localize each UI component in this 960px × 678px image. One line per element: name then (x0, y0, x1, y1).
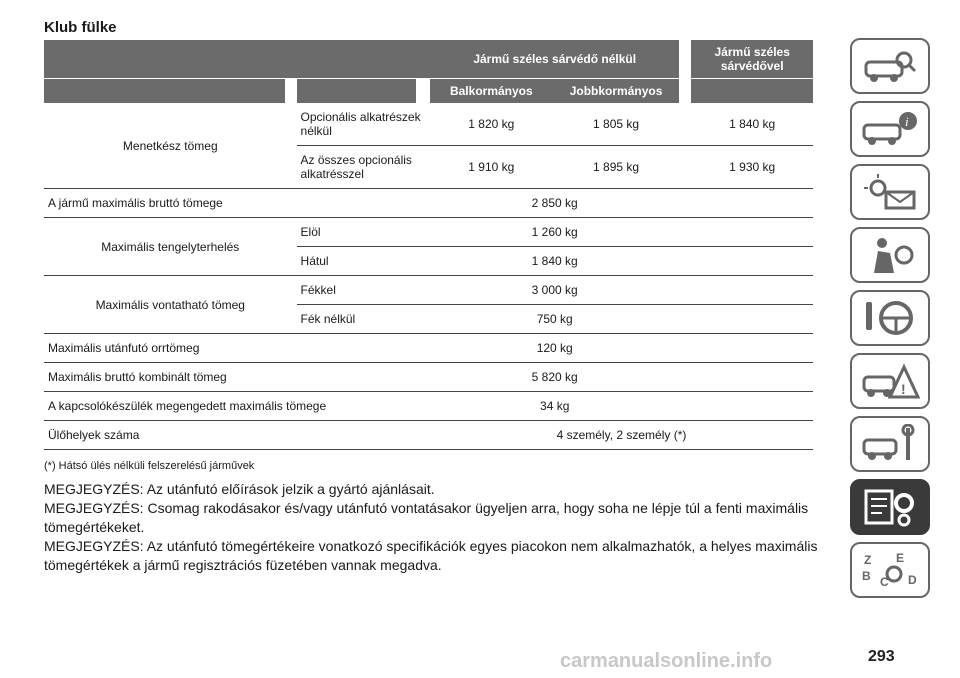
cell-value: 34 kg (430, 392, 679, 421)
cell-value: 1 910 kg (430, 146, 553, 189)
table-row (44, 218, 813, 247)
header-lhd: Balkormányos (430, 79, 553, 104)
table-row (44, 363, 813, 392)
page-title: Klub fülke (44, 19, 117, 36)
row-label: A jármű maximális bruttó tömege (44, 189, 430, 218)
airbag-icon (860, 235, 920, 275)
cell-value: 1 840 kg (430, 247, 679, 276)
note-1: MEGJEGYZÉS: Az utánfutó előírások jelzik a gyártó ajánlásait. (44, 481, 435, 497)
cell-value: 750 kg (430, 305, 679, 334)
car-info-icon (860, 109, 920, 149)
car-tools-icon (860, 424, 920, 464)
notes (44, 480, 824, 575)
header-row-1 (44, 40, 813, 79)
svg-text:B: B (862, 569, 871, 583)
cell-value: 2 850 kg (430, 189, 679, 218)
table-row (44, 392, 813, 421)
table-row (44, 189, 813, 218)
svg-text:D: D (908, 573, 917, 587)
tab-car-info[interactable] (850, 101, 930, 157)
row-label: Ülőhelyek száma (44, 421, 430, 450)
row-label: Menetkész tömeg (44, 103, 297, 189)
header-no-fender: Jármű széles sárvédő nélkül (430, 40, 679, 79)
alphabet-search-icon (860, 550, 920, 590)
header-rhd: Jobbkormányos (553, 79, 680, 104)
cell-value: 1 895 kg (553, 146, 680, 189)
row-sub-label: Az összes opcionális alkatrésszel (297, 146, 430, 189)
tab-steering[interactable] (850, 290, 930, 346)
cell-value: 4 személy, 2 személy (*) (430, 421, 813, 450)
cell-value: 120 kg (430, 334, 679, 363)
page-number: 293 (868, 648, 895, 665)
tab-car-tools[interactable] (850, 416, 930, 472)
row-label: Maximális tengelyterhelés (44, 218, 297, 276)
footnote: (*) Hátsó ülés nélküli felszerelésű járművek (44, 460, 255, 472)
chapter-sidebar (850, 38, 940, 605)
svg-text:E: E (896, 551, 905, 565)
tab-airbag[interactable] (850, 227, 930, 283)
row-sub-label: Elöl (297, 218, 430, 247)
table-row (44, 276, 813, 305)
tab-technical-data[interactable] (850, 479, 930, 535)
document-gear-icon (860, 487, 920, 527)
cell-value: 3 000 kg (430, 276, 679, 305)
tab-alphabetical-index[interactable] (850, 542, 930, 598)
table-row (44, 421, 813, 450)
svg-text:C: C (880, 575, 889, 589)
row-label: A kapcsolókészülék megengedett maximális tömege (44, 392, 430, 421)
tab-warning-lights[interactable] (850, 164, 930, 220)
row-label: Maximális bruttó kombinált tömeg (44, 363, 430, 392)
cell-value: 1 840 kg (691, 103, 813, 146)
svg-text:!: ! (901, 381, 906, 397)
steering-wheel-icon (860, 298, 920, 338)
car-warning-icon (860, 361, 920, 401)
cell-value: 5 820 kg (430, 363, 679, 392)
cell-value: 1 930 kg (691, 146, 813, 189)
cell-value: 1 260 kg (430, 218, 679, 247)
svg-text:i: i (905, 114, 909, 129)
warning-lights-icon (860, 172, 920, 212)
spec-table (44, 40, 813, 450)
car-search-icon (860, 46, 920, 86)
row-sub-label: Opcionális alkatrészek nélkül (297, 103, 430, 146)
table-row (44, 103, 813, 146)
row-label: Maximális utánfutó orrtömeg (44, 334, 430, 363)
row-sub-label: Hátul (297, 247, 430, 276)
row-sub-label: Fék nélkül (297, 305, 430, 334)
header-with-fender: Jármű széles sárvédővel (691, 40, 813, 79)
cell-value: 1 820 kg (430, 103, 553, 146)
note-3: MEGJEGYZÉS: Az utánfutó tömegértékeire vonatkozó specifikációk egyes piacokon nem alkalmazhatók, a helyes maximális tömegértékek a jármű regisztrációs füzetében vannak megadva. (44, 538, 818, 573)
header-row-2 (44, 79, 813, 104)
tab-car-warning[interactable] (850, 353, 930, 409)
table-row (44, 334, 813, 363)
cell-value: 1 805 kg (553, 103, 680, 146)
watermark: carmanualsonline.info (560, 650, 773, 672)
svg-text:Z: Z (864, 553, 872, 567)
row-label: Maximális vontatható tömeg (44, 276, 297, 334)
note-2: MEGJEGYZÉS: Csomag rakodásakor és/vagy utánfutó vontatásakor ügyeljen arra, hogy soha ne lépje túl a fenti maximális tömegértékeket. (44, 500, 809, 535)
tab-car-search[interactable] (850, 38, 930, 94)
row-sub-label: Fékkel (297, 276, 430, 305)
